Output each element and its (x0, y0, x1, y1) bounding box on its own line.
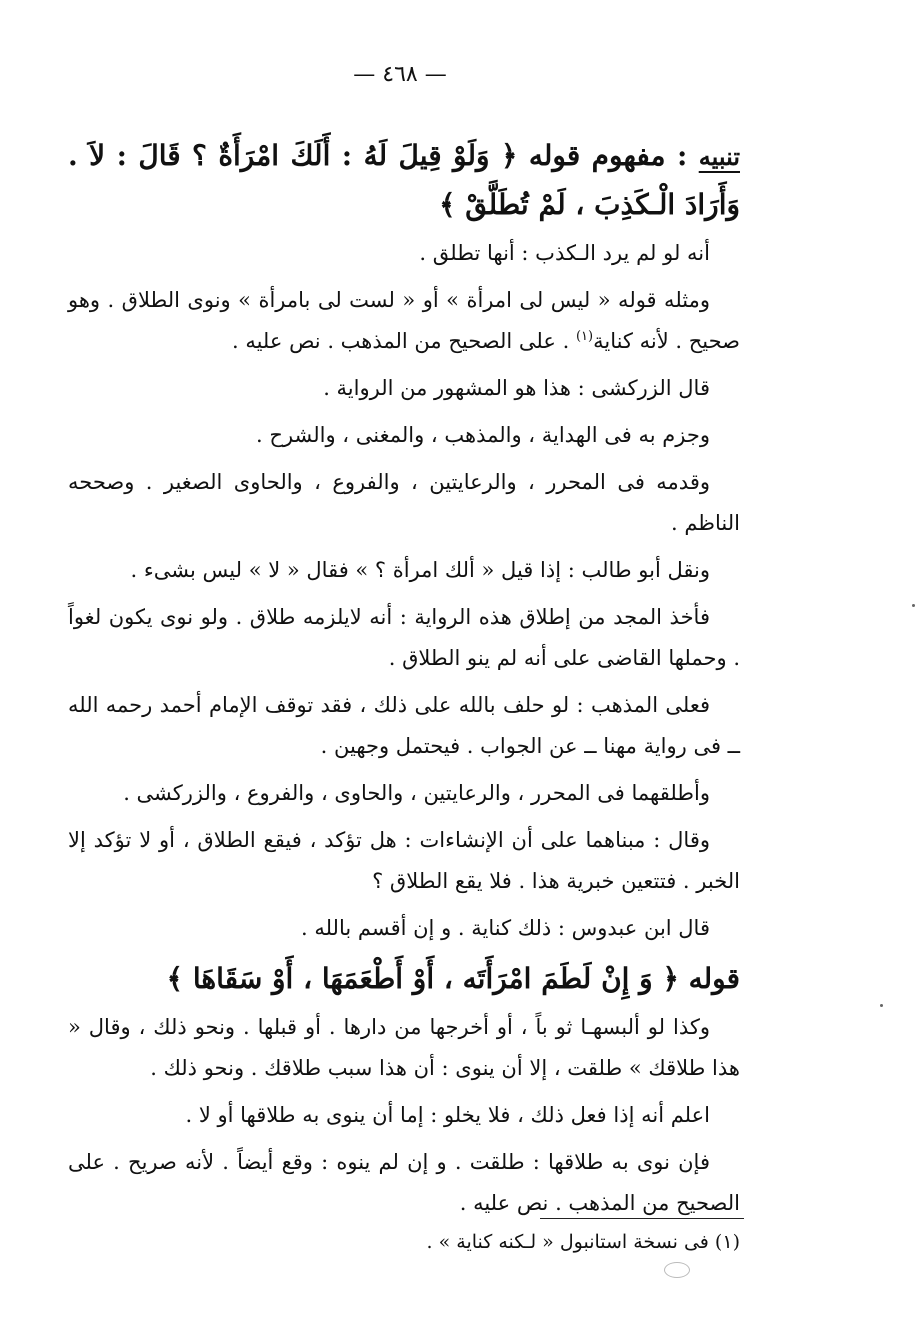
library-stamp-mark (664, 1262, 690, 1278)
paragraph-9: وأطلقهما فى المحرر ، والرعايتين ، والحاوى ، والفروع ، والزركشى . (123, 781, 710, 805)
paragraph-4: وجزم به فى الهداية ، والمذهب ، والمغنى ، والشرح . (256, 423, 710, 447)
paragraph-3: قال الزركشى : هذا هو المشهور من الرواية . (323, 376, 710, 400)
scan-speck (912, 604, 915, 607)
paragraph-8: فعلى المذهب : لو حلف بالله على ذلك ، فقد توقف الإمام أحمد رحمه الله ــ فى رواية مهنا ــ عن الجواب . فيحتمل وجهين . (68, 693, 740, 758)
paragraph-2-part-a: ومثله قوله « ليس لى امرأة » أو « لست لى بامرأة » ونوى الطلاق . وهو صحيح . لأنه كناية (68, 288, 740, 353)
paragraph-11: قال ابن عبدوس : ذلك كناية . و إن أقسم بالله . (301, 916, 710, 940)
paragraph-10: وقال : مبناهما على أن الإنشاءات : هل تؤكد ، فيقع الطلاق ، أو لا تؤكد إلا الخبر . فتتعين خبرية هذا . فلا يقع الطلاق ؟ (68, 828, 740, 893)
paragraph-12: وكذا لو ألبسهـا ثو باً ، أو أخرجها من دارها . أو قبلها . ونحو ذلك ، وقال « هذا طلاقك » طلقت ، إلا أن ينوى : أن هذا سبب طلاقك . ونحو ذلك . (68, 1015, 740, 1080)
heading-tanbih-text: : مفهوم قوله ﴿ وَلَوْ قِيلَ لَهُ : أَلَكَ امْرَأَةٌ ؟ قَالَ : لاَ . وَأَرَادَ الْـكَذِبَ ، لَمْ تُطَلَّقْ ﴾ (68, 139, 740, 221)
paragraph-1: أنه لو لم يرد الـكذب : أنها تطلق . (419, 241, 710, 265)
paragraph-14: فإن نوى به طلاقها : طلقت . و إن لم ينوه : وقع أيضاً . لأنه صريح . على الصحيح من المذهب . نص عليه . (68, 1150, 740, 1215)
heading-tanbih-lead: تنبيه (698, 142, 740, 171)
scan-speck (880, 1004, 883, 1007)
paragraph-5: وقدمه فى المحرر ، والرعايتين ، والفروع ، والحاوى الصغير . وصححه الناظم . (68, 470, 740, 535)
heading-qawluhu: قوله ﴿ وَ إِنْ لَطَمَ امْرَأَتَه ، أَوْ أَطْعَمَهَا ، أَوْ سَقَاهَا ﴾ (166, 962, 740, 995)
paragraph-7: فأخذ المجد من إطلاق هذه الرواية : أنه لايلزمه طلاق . ولو نوى يكون لغواً . وحملها القاضى على أنه لم ينو الطلاق . (68, 605, 740, 670)
paragraph-6: ونقل أبو طالب : إذا قيل « ألك امرأة ؟ » فقال « لا » ليس بشىء . (130, 558, 710, 582)
paragraph-2 (68, 280, 740, 362)
footnote-divider (540, 1218, 744, 1219)
paragraph-2-part-b: . على الصحيح من المذهب . نص عليه . (231, 329, 570, 353)
paragraph-13: اعلم أنه إذا فعل ذلك ، فلا يخلو : إما أن ينوى به طلاقها أو لا . (185, 1103, 710, 1127)
page-body (68, 128, 740, 1230)
footnote: (١) فى نسخة استانبول « لـكنه كناية » . (426, 1231, 740, 1253)
footnote-reference: (١) (575, 329, 594, 344)
heading-tanbih (68, 132, 740, 229)
page-number: — ٤٦٨ — (353, 62, 447, 87)
